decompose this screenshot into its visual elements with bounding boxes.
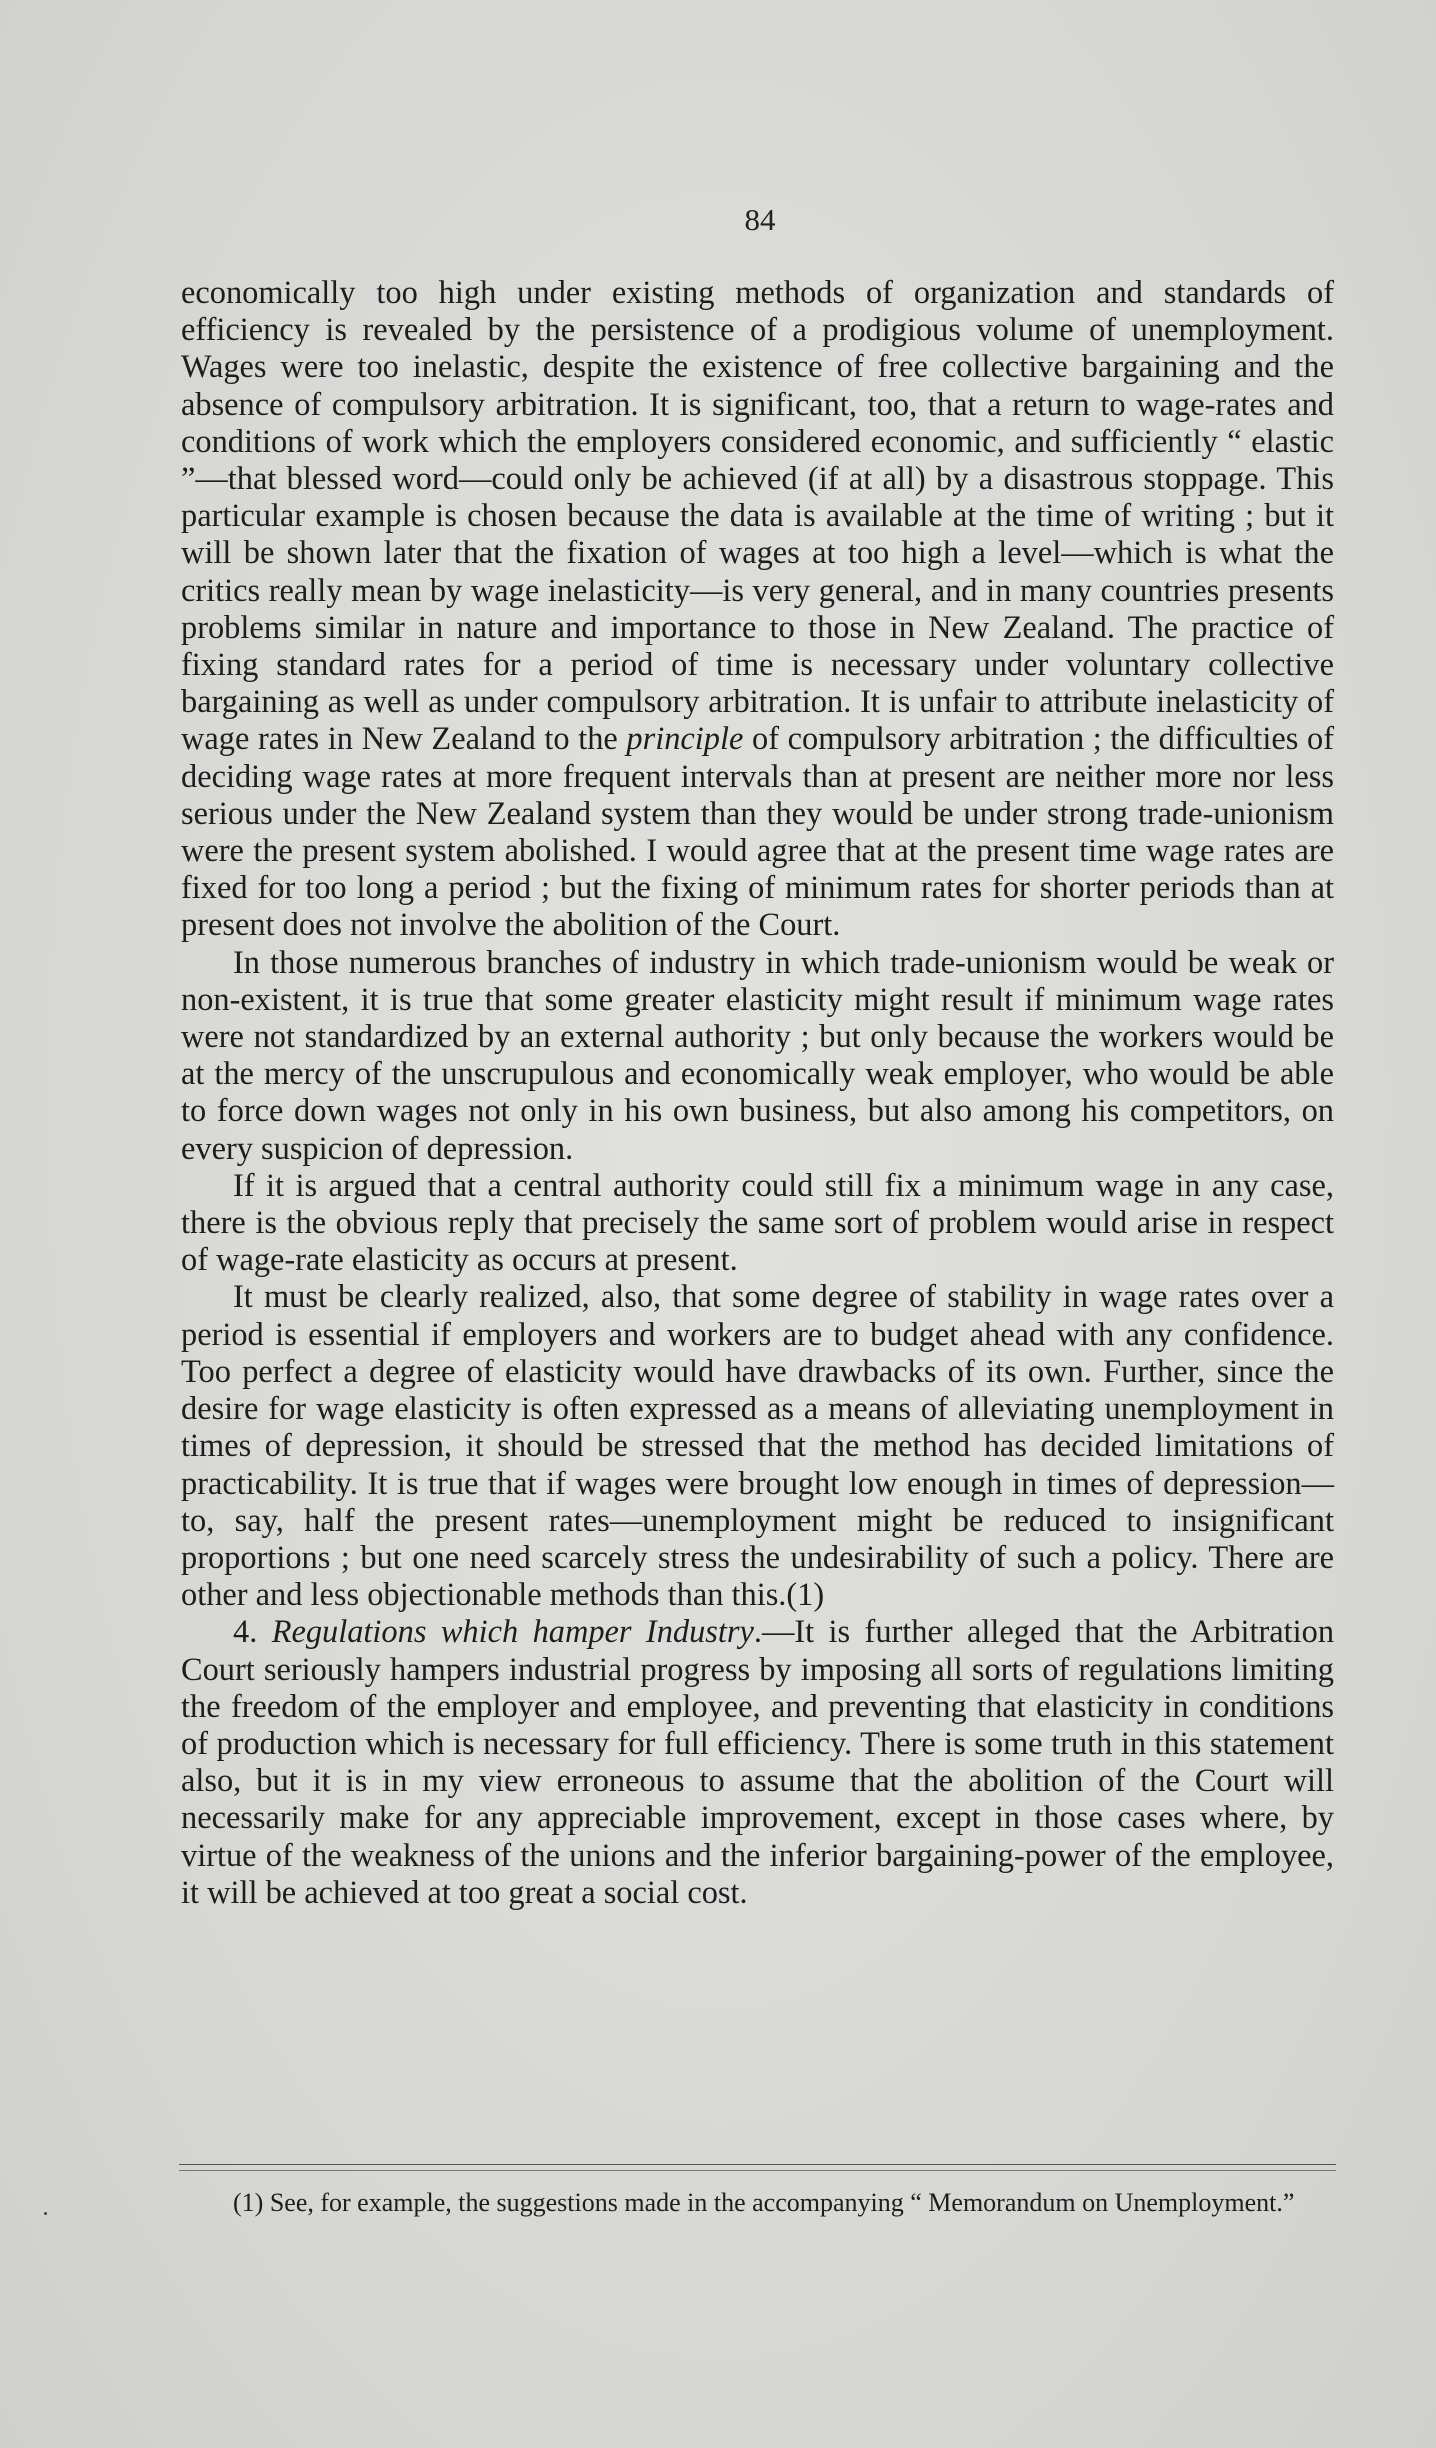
scan-speck	[44, 2212, 47, 2215]
footnote-rule	[179, 2164, 1336, 2165]
footnote	[181, 2186, 1334, 2219]
section-heading: Regulations which hamper Industry	[271, 1614, 754, 1651]
page-number: 84	[744, 202, 776, 237]
body-text	[181, 275, 1334, 1912]
paragraph-1-text-b: of compulsory arbitration ; the difficulties of deciding wage rates at more frequent intervals than at present are neither more nor less serious under the New Zealand system than they would be under strong trade-unionism were the present system abolished. I would agree that at the present time wage rates are fixed for too long a period ; but the fixing of minimum rates for shorter periods than at present does not involve the abolition of the Court.	[181, 721, 1334, 944]
paragraph-2: In those numerous branches of industry in which trade-unionism would be weak or non-existent, it is true that some greater elasticity might result if minimum wage rates were not standardized by an external authority ; but only because the workers would be at the mercy of the unscrupulous and economically weak employer, who would be able to force down wages not only in his own business, but also among his competitors, on every suspicion of depression.	[181, 944, 1334, 1167]
paragraph-1	[181, 275, 1334, 945]
paragraph-5	[181, 1614, 1334, 1912]
footnote-text: (1) See, for example, the suggestions made in the accompanying “ Memorandum on Unemployment.”	[233, 2188, 1295, 2217]
footnote-rule-double	[179, 2170, 1336, 2171]
paragraph-3: If it is argued that a central authority could still fix a minimum wage in any case, there is the obvious reply that precisely the same sort of problem would arise in respect of wage-rate elasticity as occurs at present.	[181, 1167, 1334, 1279]
emphasis-principle: principle	[626, 721, 744, 758]
paragraph-5-text: .—It is further alleged that the Arbitration Court seriously hampers industrial progress by imposing all sorts of regulations limiting the freedom of the employer and employee, and preventing that elasticity in conditions of production which is necessary for full efficiency. There is some truth in this statement also, but it is in my view erroneous to assume that the abolition of the Court will necessarily make for any appreciable improvement, except in those cases where, by virtue of the weakness of the unions and the inferior bargaining-power of the employee, it will be achieved at too great a social cost.	[181, 1614, 1335, 1911]
section-number: 4.	[233, 1614, 272, 1651]
paragraph-4: It must be clearly realized, also, that some degree of stability in wage rates over a period is essential if employers and workers are to budget ahead with any confidence. Too perfect a degree of elasticity would have drawbacks of its own. Further, since the desire for wage elasticity is often expressed as a means of alleviating unemployment in times of depression, it should be stressed that the method has decided limitations of practicability. It is true that if wages were brought low enough in times of depression—to, say, half the present rates—unemployment might be reduced to insignificant proportions ; but one need scarcely stress the undesirability of such a policy. There are other and less objectionable methods than this.(1)	[181, 1279, 1334, 1614]
paragraph-1-text-a: economically too high under existing methods of organization and standards of efficiency is revealed by the persistence of a prodigious volume of unemployment. Wages were too inelastic, despite the existence of free collective bargaining and the absence of compulsory arbitration. It is significant, too, that a return to wage-rates and conditions of work which the employers considered economic, and sufficiently “ elastic ”—that blessed word—could only be achieved (if at all) by a disastrous stoppage. This particular example is chosen because the data is available at the time of writing ; but it will be shown later that the fixation of wages at too high a level—which is what the critics really mean by wage inelasticity—is very general, and in many countries presents problems similar in nature and importance to those in New Zealand. The practice of fixing standard rates for a period of time is necessary under voluntary collective bargaining as well as under compulsory arbitration. It is unfair to attribute inelasticity of wage rates in New Zealand to the	[181, 275, 1334, 758]
